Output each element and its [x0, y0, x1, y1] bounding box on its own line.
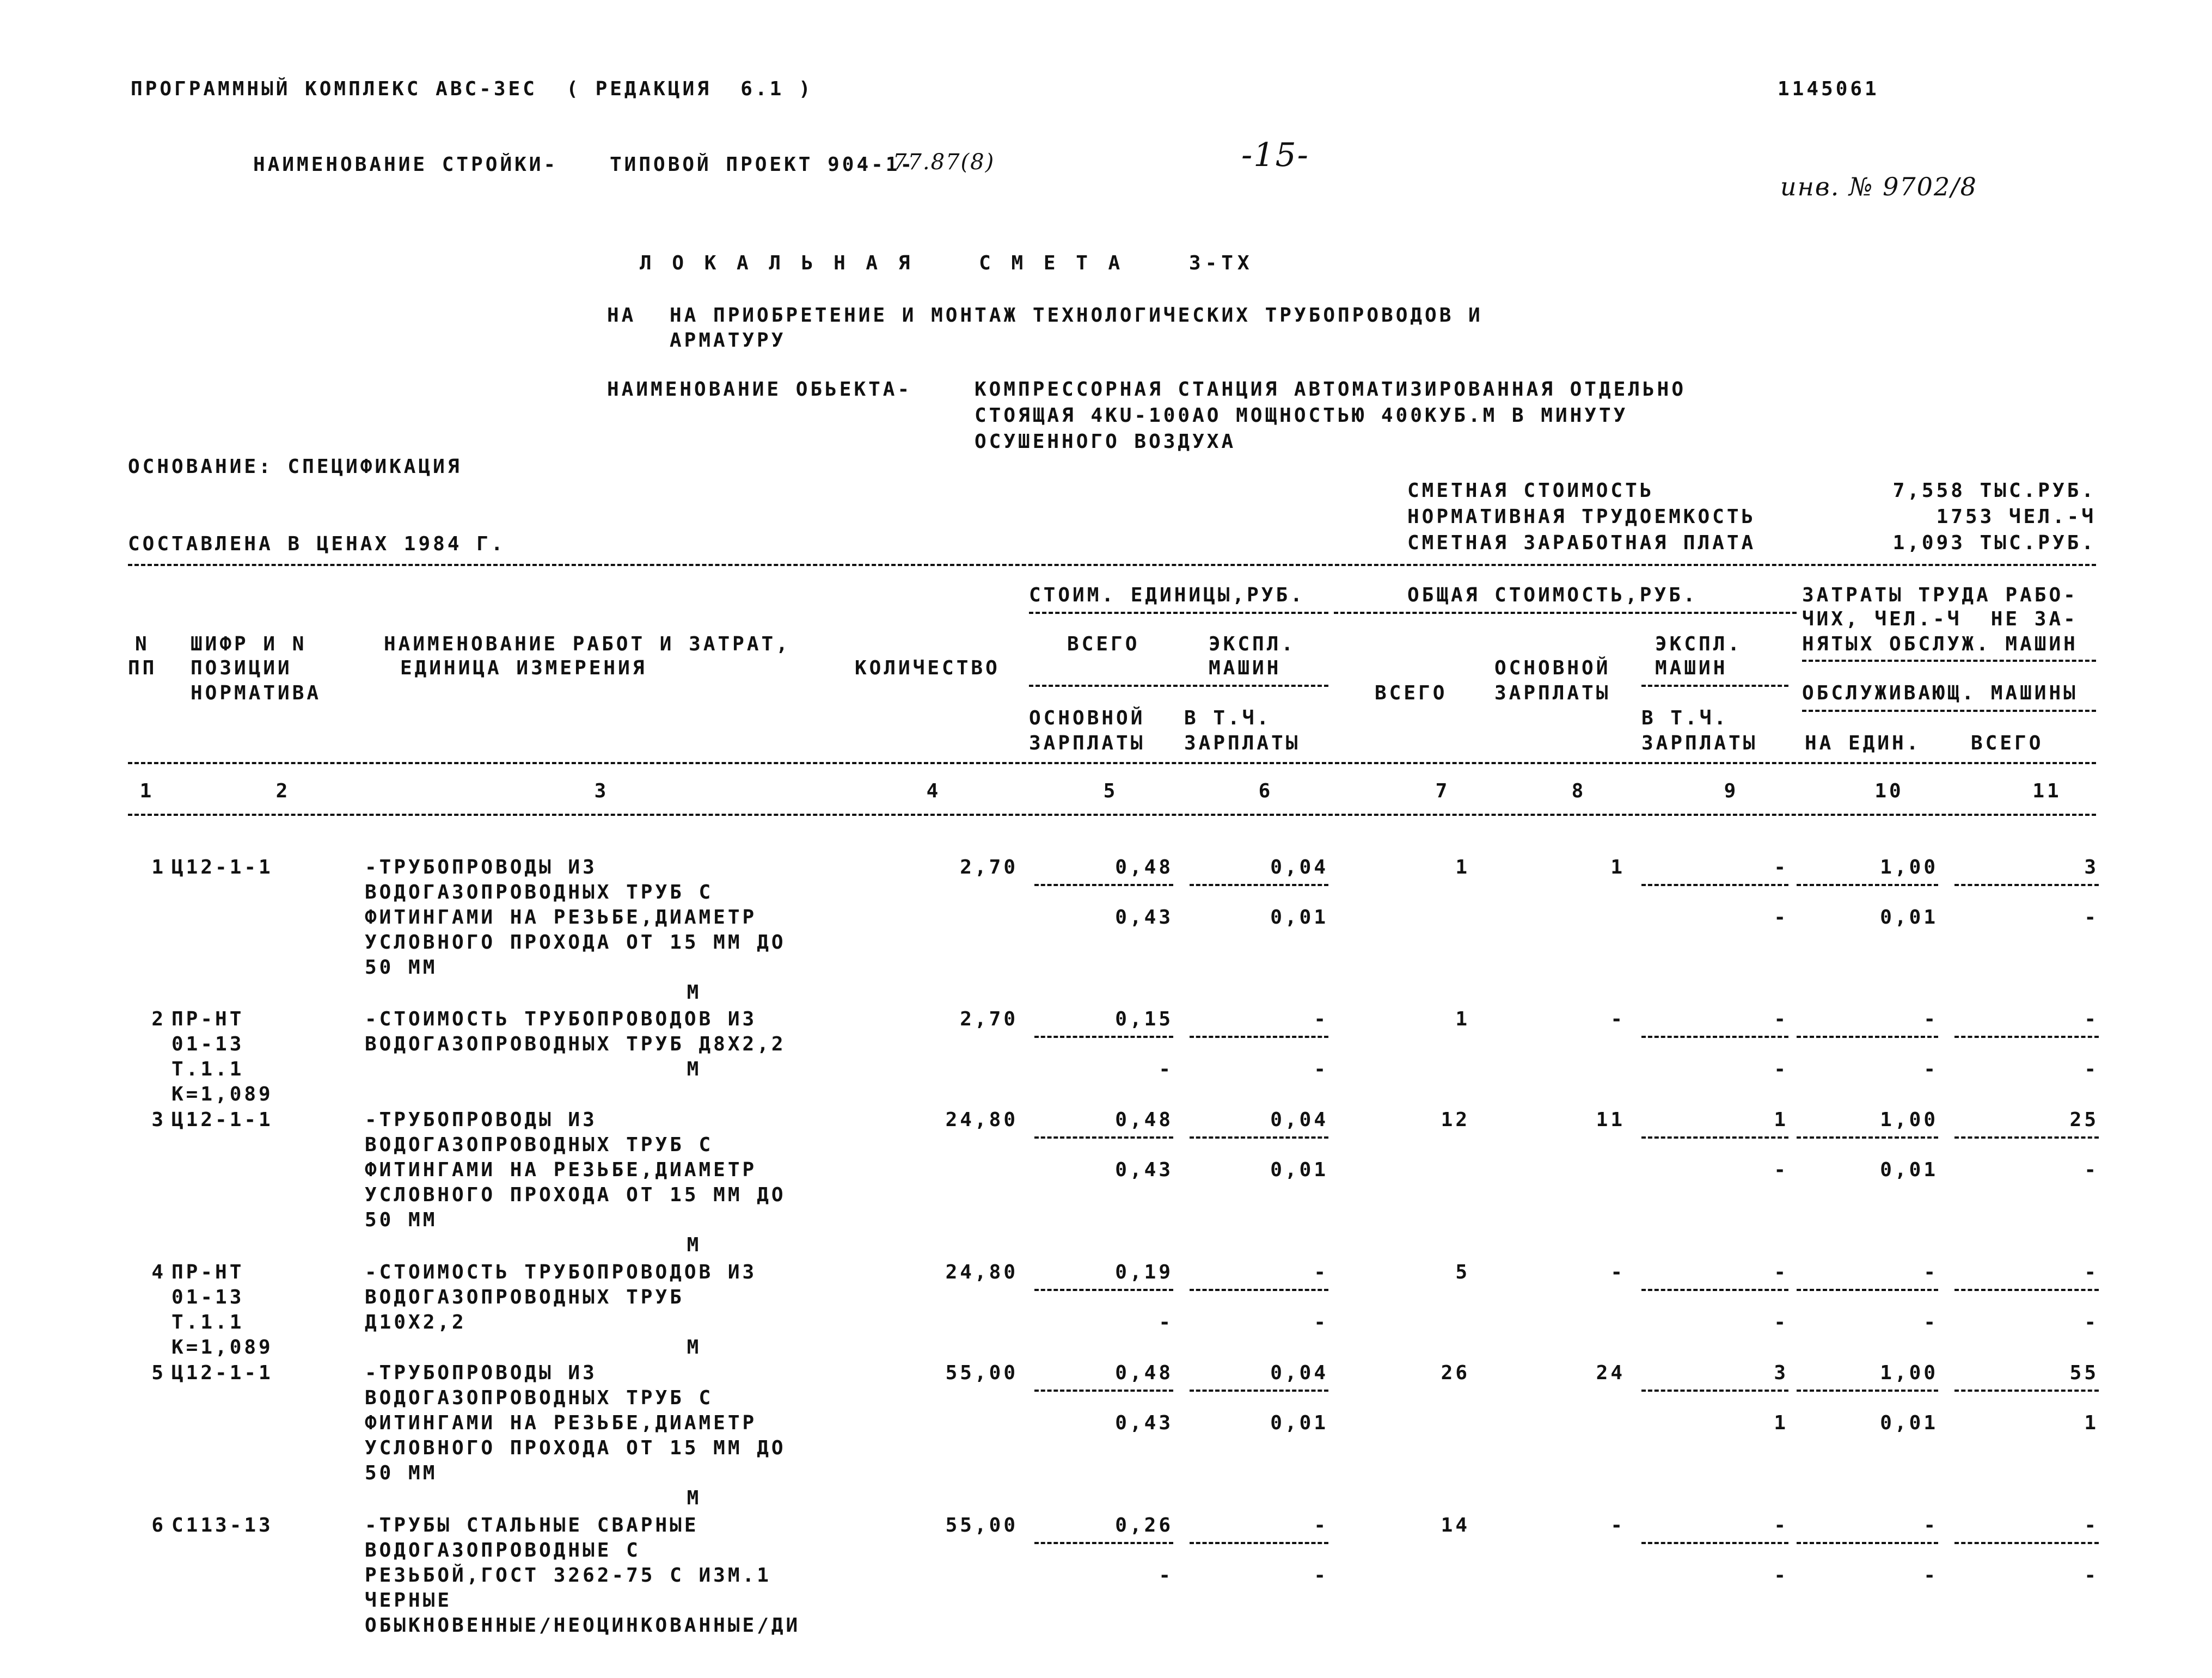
row-total-machine-wage: -	[1774, 1058, 1788, 1080]
row-unit-machine-wage: 0,01	[1270, 906, 1328, 929]
cell-divider	[1034, 1542, 1173, 1544]
row-quantity: 24,80	[945, 1109, 1018, 1131]
inventory-number: инв. № 9702/8	[1780, 172, 1977, 201]
header-labor-total: ВСЕГО	[1971, 732, 2044, 754]
row-labor-total: -	[2084, 1261, 2099, 1283]
row-number: 1	[151, 856, 166, 878]
row-labor-per-unit: 1,00	[1880, 1109, 1938, 1131]
row-name: ОБЫКНОВЕННЫЕ/НЕОЦИНКОВАННЫЕ/ДИ	[365, 1614, 801, 1637]
cell-divider	[1954, 1289, 2099, 1291]
row-labor-total: -	[2084, 1514, 2099, 1536]
row-name: УСЛОВНОГО ПРОХОДА ОТ 15 ММ ДО	[365, 1184, 786, 1206]
column-number: 8	[1571, 780, 1586, 802]
row-unit-machine-wage: -	[1314, 1311, 1328, 1333]
header-total-wage: ОСНОВНОЙ	[1494, 657, 1611, 679]
row-labor-per-unit: 1,00	[1880, 856, 1938, 878]
row-unit-cost-total: 0,15	[1115, 1008, 1173, 1030]
object-label: НАИМЕНОВАНИЕ ОБЬЕКТА-	[607, 378, 912, 401]
cell-divider	[1641, 1542, 1788, 1544]
cell-divider	[1034, 1289, 1173, 1291]
cell-divider	[1797, 1390, 1938, 1392]
row-unit-wage: 0,43	[1115, 1412, 1173, 1434]
row-code: 01-13	[171, 1286, 244, 1308]
cell-divider	[1641, 1036, 1788, 1038]
row-total-machine-wage: -	[1774, 1311, 1788, 1333]
row-unit-cost-machines: 0,04	[1270, 1362, 1328, 1384]
row-code: Ц12-1-1	[171, 1109, 273, 1131]
row-code: Ц12-1-1	[171, 856, 273, 878]
row-labor-total-wage: -	[2084, 1564, 2099, 1587]
cell-divider	[1954, 1542, 2099, 1544]
header-unit-machine-wage: ЗАРПЛАТЫ	[1184, 732, 1301, 754]
row-total-machines: -	[1774, 1514, 1788, 1536]
row-name: ВОДОГАЗОПРОВОДНЫХ ТРУБ С	[365, 1134, 714, 1156]
construction-value: ТИПОВОЙ ПРОЕКТ 904-1-	[610, 153, 915, 176]
column-number: 6	[1258, 780, 1273, 802]
row-labor-total-wage: -	[2084, 1311, 2099, 1333]
row-code: К=1,089	[171, 1083, 273, 1105]
row-name: 50 ММ	[365, 1462, 438, 1484]
row-name: УСЛОВНОГО ПРОХОДА ОТ 15 ММ ДО	[365, 1437, 786, 1459]
row-labor-total-wage: -	[2084, 1159, 2099, 1181]
row-unit-cost-machines: -	[1314, 1008, 1328, 1030]
row-code: ПР-НТ	[171, 1261, 244, 1283]
header-unit-wage: ОСНОВНОЙ	[1029, 707, 1145, 729]
row-number: 2	[151, 1008, 166, 1030]
summary-value: 1753 ЧЕЛ.-Ч	[1936, 506, 2096, 528]
row-labor-per-unit: -	[1923, 1514, 1938, 1536]
row-name: ВОДОГАЗОПРОВОДНЫХ ТРУБ	[365, 1286, 684, 1308]
row-unit-machine-wage: -	[1314, 1058, 1328, 1080]
row-labor-total-wage: -	[2084, 1058, 2099, 1080]
row-total-cost: 1	[1455, 1008, 1470, 1030]
row-quantity: 2,70	[960, 856, 1018, 878]
row-labor-per-unit: 1,00	[1880, 1362, 1938, 1384]
header-unit-wage: ЗАРПЛАТЫ	[1029, 732, 1145, 754]
row-name: ВОДОГАЗОПРОВОДНЫХ ТРУБ С	[365, 1387, 714, 1409]
row-name: ЧЕРНЫЕ	[365, 1589, 452, 1612]
row-name: РЕЗЬБОЙ,ГОСТ 3262-75 С ИЗМ.1	[365, 1564, 771, 1587]
cell-divider	[1034, 884, 1173, 886]
document-number: 1145061	[1778, 78, 1879, 100]
column-number: 7	[1435, 780, 1450, 802]
row-unit: М	[687, 1336, 702, 1359]
cell-divider	[1641, 1289, 1788, 1291]
row-unit-machine-wage: 0,01	[1270, 1412, 1328, 1434]
header-total-machine-wage: В Т.Ч.	[1641, 707, 1729, 729]
cell-divider	[1641, 1136, 1788, 1139]
header-col4: КОЛИЧЕСТВО	[855, 657, 1000, 679]
row-total-wage: -	[1610, 1261, 1625, 1283]
cell-divider	[1797, 1542, 1938, 1544]
header-labor-machines: ОБСЛУЖИВАЮЩ. МАШИНЫ	[1802, 682, 2078, 704]
header-labor: ЧИХ, ЧЕЛ.-Ч НЕ ЗА-	[1802, 608, 2078, 630]
row-unit-wage: -	[1159, 1058, 1173, 1080]
column-number: 2	[275, 780, 291, 802]
row-total-cost: 26	[1441, 1362, 1470, 1384]
row-number: 3	[151, 1109, 166, 1131]
header-col3: НАИМЕНОВАНИЕ РАБОТ И ЗАТРАТ,	[384, 633, 791, 655]
cell-divider	[1954, 884, 2099, 886]
row-name: ФИТИНГАМИ НА РЕЗЬБЕ,ДИАМЕТР	[365, 906, 757, 929]
header-unit-total: ВСЕГО	[1067, 633, 1140, 655]
column-number: 11	[2032, 780, 2062, 802]
row-total-wage: -	[1610, 1514, 1625, 1536]
header-total-machines: МАШИН	[1655, 657, 1728, 679]
row-unit-cost-machines: 0,04	[1270, 856, 1328, 878]
row-unit: М	[687, 1234, 702, 1256]
header-subrule	[1802, 710, 2096, 712]
cell-divider	[1797, 1136, 1938, 1139]
header-col1: N	[135, 633, 150, 655]
row-unit-wage: -	[1159, 1564, 1173, 1587]
row-total-machines: 3	[1774, 1362, 1788, 1384]
header-total-all: ВСЕГО	[1375, 682, 1448, 704]
row-code: ПР-НТ	[171, 1008, 244, 1030]
row-total-machine-wage: -	[1774, 1159, 1788, 1181]
row-total-wage: 11	[1596, 1109, 1625, 1131]
row-unit: М	[687, 1487, 702, 1509]
row-labor-total-wage: -	[2084, 906, 2099, 929]
table-top-rule	[128, 564, 2096, 566]
row-quantity: 2,70	[960, 1008, 1018, 1030]
cell-divider	[1797, 1036, 1938, 1038]
row-total-machines: -	[1774, 856, 1788, 878]
row-name: -ТРУБОПРОВОДЫ ИЗ	[365, 1109, 597, 1131]
summary-label: СМЕТНАЯ ЗАРАБОТНАЯ ПЛАТА	[1407, 532, 1756, 554]
cell-divider	[1954, 1136, 2099, 1139]
object-line-2: СТОЯЩАЯ 4КU-100АО МОЩНОСТЬЮ 400КУБ.М В МИНУТУ	[975, 404, 1628, 427]
header-rule	[128, 762, 2096, 764]
column-number: 5	[1103, 780, 1118, 802]
row-name: -СТОИМОСТЬ ТРУБОПРОВОДОВ ИЗ	[365, 1261, 757, 1283]
header-total-wage: ЗАРПЛАТЫ	[1494, 682, 1611, 704]
header-labor: ЗАТРАТЫ ТРУДА РАБО-	[1802, 584, 2078, 606]
row-name: ВОДОГАЗОПРОВОДНЫХ ТРУБ Д8Х2,2	[365, 1033, 786, 1055]
row-unit-machine-wage: 0,01	[1270, 1159, 1328, 1181]
row-code: К=1,089	[171, 1336, 273, 1359]
header-col2: НОРМАТИВА	[191, 682, 322, 704]
row-total-machine-wage: -	[1774, 1564, 1788, 1587]
basis-line: ОСНОВАНИЕ: СПЕЦИФИКАЦИЯ	[128, 456, 462, 478]
header-unit-machines: ЭКСПЛ.	[1209, 633, 1296, 655]
row-labor-per-unit-wage: -	[1923, 1058, 1938, 1080]
row-total-cost: 14	[1441, 1514, 1470, 1536]
row-unit-cost-total: 0,19	[1115, 1261, 1173, 1283]
header-subrule	[1802, 660, 2096, 662]
row-total-cost: 12	[1441, 1109, 1470, 1131]
row-name: -ТРУБОПРОВОДЫ ИЗ	[365, 1362, 597, 1384]
row-quantity: 55,00	[945, 1362, 1018, 1384]
row-name: 50 ММ	[365, 956, 438, 979]
header-col1: ПП	[128, 657, 157, 679]
object-line-1: КОМПРЕССОРНАЯ СТАНЦИЯ АВТОМАТИЗИРОВАННАЯ ОТДЕЛЬНО	[975, 378, 1687, 401]
row-total-machines: 1	[1774, 1109, 1788, 1131]
row-unit-cost-machines: 0,04	[1270, 1109, 1328, 1131]
row-labor-total: 55	[2069, 1362, 2099, 1384]
column-number: 3	[594, 780, 609, 802]
row-name: 50 ММ	[365, 1209, 438, 1231]
header-labor: НЯТЫХ ОБСЛУЖ. МАШИН	[1802, 633, 2078, 655]
subject-label: НА	[607, 304, 636, 327]
row-number: 5	[151, 1362, 166, 1384]
row-unit-wage: 0,43	[1115, 1159, 1173, 1181]
page-number: -15-	[1241, 136, 1309, 174]
subject-line-1: НА ПРИОБРЕТЕНИЕ И МОНТАЖ ТЕХНОЛОГИЧЕСКИХ ТРУБОПРОВОДОВ И	[670, 304, 1483, 327]
row-total-machines: -	[1774, 1008, 1788, 1030]
row-unit-wage: 0,43	[1115, 906, 1173, 929]
summary-label: НОРМАТИВНАЯ ТРУДОЕМКОСТЬ	[1407, 506, 1756, 528]
row-number: 4	[151, 1261, 166, 1283]
row-quantity: 55,00	[945, 1514, 1018, 1536]
column-number: 4	[926, 780, 941, 802]
row-labor-per-unit-wage: 0,01	[1880, 906, 1938, 929]
header-subrule	[1029, 612, 1328, 614]
header-total-cost: ОБЩАЯ СТОИМОСТЬ,РУБ.	[1407, 584, 1698, 606]
row-unit-cost-machines: -	[1314, 1514, 1328, 1536]
row-name: -ТРУБЫ СТАЛЬНЫЕ СВАРНЫЕ	[365, 1514, 699, 1536]
row-unit: М	[687, 1058, 702, 1080]
row-labor-per-unit-wage: 0,01	[1880, 1412, 1938, 1434]
row-number: 6	[151, 1514, 166, 1536]
cell-divider	[1641, 1390, 1788, 1392]
row-unit-cost-total: 0,26	[1115, 1514, 1173, 1536]
row-total-wage: 1	[1610, 856, 1625, 878]
header-col2: ПОЗИЦИИ	[191, 657, 292, 679]
cell-divider	[1641, 884, 1788, 886]
row-unit-wage: -	[1159, 1311, 1173, 1333]
cell-divider	[1190, 1036, 1328, 1038]
row-name: ВОДОГАЗОПРОВОДНЫХ ТРУБ С	[365, 881, 714, 903]
cell-divider	[1797, 1289, 1938, 1291]
row-code: Т.1.1	[171, 1058, 244, 1080]
row-unit-cost-total: 0,48	[1115, 1362, 1173, 1384]
row-labor-total-wage: 1	[2084, 1412, 2099, 1434]
row-code: С113-13	[171, 1514, 273, 1536]
row-code: Т.1.1	[171, 1311, 244, 1333]
row-name: УСЛОВНОГО ПРОХОДА ОТ 15 ММ ДО	[365, 931, 786, 954]
cell-divider	[1034, 1390, 1173, 1392]
cell-divider	[1190, 1289, 1328, 1291]
row-quantity: 24,80	[945, 1261, 1018, 1283]
column-number: 1	[139, 780, 155, 802]
row-labor-total: 3	[2084, 856, 2099, 878]
header-col2: ШИФР И N	[191, 633, 307, 655]
header-unit-machine-wage: В Т.Ч.	[1184, 707, 1272, 729]
subject-line-2: АРМАТУРУ	[670, 329, 786, 352]
header-subrule	[1029, 685, 1328, 687]
row-total-machines: -	[1774, 1261, 1788, 1283]
cell-divider	[1954, 1036, 2099, 1038]
cell-divider	[1034, 1036, 1173, 1038]
row-name: Д10Х2,2	[365, 1311, 467, 1333]
row-unit-cost-machines: -	[1314, 1261, 1328, 1283]
row-name: ВОДОГАЗОПРОВОДНЫЕ С	[365, 1539, 641, 1562]
cell-divider	[1034, 1136, 1173, 1139]
construction-label: НАИМЕНОВАНИЕ СТРОЙКИ-	[253, 153, 559, 176]
column-number: 9	[1724, 780, 1739, 802]
header-col3: ЕДИНИЦА ИЗМЕРЕНИЯ	[400, 657, 647, 679]
row-labor-per-unit-wage: 0,01	[1880, 1159, 1938, 1181]
row-unit-cost-total: 0,48	[1115, 856, 1173, 878]
row-labor-per-unit: -	[1923, 1008, 1938, 1030]
summary-value: 1,093 ТЫС.РУБ.	[1892, 532, 2096, 554]
row-code: 01-13	[171, 1033, 244, 1055]
row-total-machine-wage: -	[1774, 906, 1788, 929]
row-labor-total: 25	[2069, 1109, 2099, 1131]
row-unit: М	[687, 981, 702, 1004]
cell-divider	[1190, 1136, 1328, 1139]
price-level-line: СОСТАВЛЕНА В ЦЕНАХ 1984 Г.	[128, 533, 506, 555]
row-code: Ц12-1-1	[171, 1362, 273, 1384]
header-total-machine-wage: ЗАРПЛАТЫ	[1641, 732, 1758, 754]
column-number: 10	[1874, 780, 1904, 802]
construction-handwritten-number: 77.87(8)	[893, 150, 995, 175]
summary-value: 7,558 ТЫС.РУБ.	[1892, 480, 2096, 502]
row-labor-per-unit-wage: -	[1923, 1564, 1938, 1587]
header-unit-machines: МАШИН	[1209, 657, 1282, 679]
row-total-machine-wage: 1	[1774, 1412, 1788, 1434]
row-labor-total: -	[2084, 1008, 2099, 1030]
cell-divider	[1797, 884, 1938, 886]
cell-divider	[1190, 1390, 1328, 1392]
cell-divider	[1190, 884, 1328, 886]
row-total-wage: 24	[1596, 1362, 1625, 1384]
row-total-wage: -	[1610, 1008, 1625, 1030]
row-name: -СТОИМОСТЬ ТРУБОПРОВОДОВ ИЗ	[365, 1008, 757, 1030]
row-name: ФИТИНГАМИ НА РЕЗЬБЕ,ДИАМЕТР	[365, 1412, 757, 1434]
row-labor-per-unit-wage: -	[1923, 1311, 1938, 1333]
program-name: ПРОГРАММНЫЙ КОМПЛЕКС АВС-ЗЕС ( РЕДАКЦИЯ 6.1 )	[131, 78, 813, 100]
object-line-3: ОСУШЕННОГО ВОЗДУХА	[975, 431, 1236, 453]
cell-divider	[1190, 1542, 1328, 1544]
row-labor-per-unit: -	[1923, 1261, 1938, 1283]
header-subrule	[1641, 685, 1788, 687]
row-name: -ТРУБОПРОВОДЫ ИЗ	[365, 856, 597, 878]
row-unit-cost-total: 0,48	[1115, 1109, 1173, 1131]
summary-label: СМЕТНАЯ СТОИМОСТЬ	[1407, 480, 1655, 502]
row-name: ФИТИНГАМИ НА РЕЗЬБЕ,ДИАМЕТР	[365, 1159, 757, 1181]
header-labor-per-unit: НА ЕДИН.	[1805, 732, 1921, 754]
row-total-cost: 1	[1455, 856, 1470, 878]
header-subrule	[1334, 612, 1797, 614]
header-unit-cost: СТОИМ. ЕДИНИЦЫ,РУБ.	[1029, 584, 1305, 606]
header-bottom-rule	[128, 814, 2096, 816]
row-total-cost: 5	[1455, 1261, 1470, 1283]
document-title: Л О К А Л Ь Н А Я С М Е Т А 3-ТХ	[640, 252, 1254, 274]
header-total-machines: ЭКСПЛ.	[1655, 633, 1743, 655]
row-unit-machine-wage: -	[1314, 1564, 1328, 1587]
cell-divider	[1954, 1390, 2099, 1392]
